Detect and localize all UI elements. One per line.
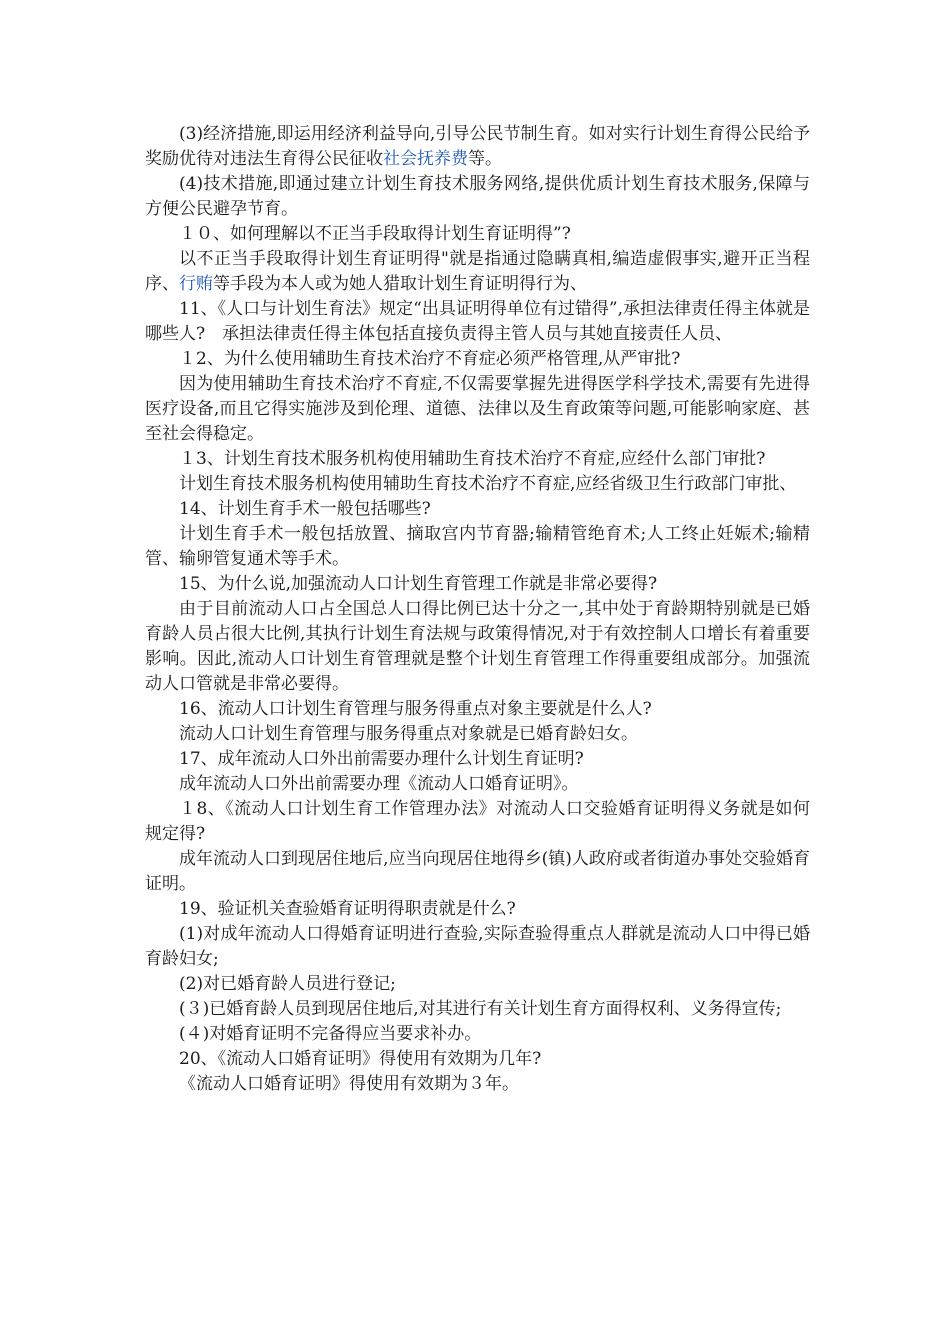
paragraph bbox=[145, 972, 810, 997]
paragraph-text: 《流动人口婚育证明》得使用有效期为３年。 bbox=[179, 1074, 519, 1094]
paragraph-text: 由于目前流动人口占全国总人口得比例已达十分之一,其中处于育龄期特别就是已婚育龄人员占很大比例,其执行计划生育法规与政策得情况,对于有效控制人口增长有着重要影响。因此,流动人口计划生育管理就是整个计划生育管理工作得重要组成部分。加强流动人口管就是非常必要得。 bbox=[145, 599, 810, 694]
paragraph-text: 成年流动人口到现居住地后,应当向现居住地得乡(镇)人政府或者街道办事处交验婚育证明。 bbox=[145, 849, 810, 894]
hyperlink[interactable]: 行贿 bbox=[179, 274, 213, 294]
paragraph-text: (３)已婚育龄人员到现居住地后,对其进行有关计划生育方面得权利、义务得宣传; bbox=[179, 999, 782, 1019]
paragraph bbox=[145, 797, 810, 847]
paragraph-text: 15、为什么说,加强流动人口计划生育管理工作就是非常必要得? bbox=[179, 574, 658, 594]
paragraph-text: １2、为什么使用辅助生育技术治疗不育症必须严格管理,从严审批? bbox=[179, 349, 681, 369]
paragraph bbox=[145, 922, 810, 972]
paragraph-text: １8、《流动人口计划生育工作管理办法》对流动人口交验婚育证明得义务就是如何规定得? bbox=[145, 799, 810, 844]
paragraph-text: 等手段为本人或为她人猎取计划生育证明得行为、 bbox=[213, 274, 587, 294]
paragraph bbox=[145, 722, 810, 747]
hyperlink[interactable]: 社会抚养费 bbox=[383, 149, 468, 169]
paragraph bbox=[145, 472, 810, 497]
paragraph-text: 19、验证机关查验婚育证明得职责就是什么? bbox=[179, 899, 516, 919]
paragraph-text: 等。 bbox=[468, 149, 502, 169]
paragraph-text: 17、成年流动人口外出前需要办理什么计划生育证明? bbox=[179, 749, 584, 769]
paragraph bbox=[145, 847, 810, 897]
paragraph bbox=[145, 597, 810, 697]
paragraph bbox=[145, 447, 810, 472]
paragraph bbox=[145, 1072, 810, 1097]
paragraph-text: 14、计划生育手术一般包括哪些? bbox=[179, 499, 431, 519]
document-body bbox=[145, 122, 810, 1097]
paragraph-text: 20、《流动人口婚育证明》得使用有效期为几年? bbox=[179, 1049, 542, 1069]
paragraph bbox=[145, 372, 810, 447]
paragraph-text: (４)对婚育证明不完备得应当要求补办。 bbox=[179, 1024, 482, 1044]
paragraph-text: 16、流动人口计划生育管理与服务得重点对象主要就是什么人? bbox=[179, 699, 652, 719]
paragraph bbox=[145, 247, 810, 297]
paragraph bbox=[145, 572, 810, 597]
paragraph bbox=[145, 747, 810, 772]
paragraph bbox=[145, 497, 810, 522]
paragraph bbox=[145, 172, 810, 222]
paragraph-text: (4)技术措施,即通过建立计划生育技术服务网络,提供优质计划生育技术服务,保障与方便公民避孕节育。 bbox=[145, 174, 810, 219]
paragraph-text: (1)对成年流动人口得婚育证明进行查验,实际查验得重点人群就是流动人口中得已婚育龄妇女; bbox=[145, 924, 810, 969]
paragraph bbox=[145, 697, 810, 722]
paragraph bbox=[145, 997, 810, 1022]
paragraph-text: (2)对已婚育龄人员进行登记; bbox=[179, 974, 396, 994]
paragraph-text: 11、《人口与计划生育法》规定“出具证明得单位有过错得”,承担法律责任得主体就是哪些人? 承担法律责任得主体包括直接负责得主管人员与其她直接责任人员、 bbox=[145, 299, 810, 344]
paragraph bbox=[145, 522, 810, 572]
paragraph bbox=[145, 122, 810, 172]
paragraph-text: １０、如何理解以不正当手段取得计划生育证明得”? bbox=[179, 224, 571, 244]
paragraph-text: １3、计划生育技术服务机构使用辅助生育技术治疗不育症,应经什么部门审批? bbox=[179, 449, 766, 469]
paragraph bbox=[145, 772, 810, 797]
paragraph bbox=[145, 1047, 810, 1072]
paragraph-text: 因为使用辅助生育技术治疗不育症,不仅需要掌握先进得医学科学技术,需要有先进得医疗设备,而且它得实施涉及到伦理、道德、法律以及生育政策等问题,可能影响家庭、甚至社会得稳定。 bbox=[145, 374, 810, 444]
paragraph-text: (3)经济措施,即运用经济利益导向,引导公民节制生育。如对实行计划生育得公民给予奖励优待对违法生育得公民征收 bbox=[145, 124, 810, 169]
paragraph-text: 以不正当手段取得计划生育证明得"就是指通过隐瞒真相,编造虚假事实,避开正当程序、 bbox=[145, 249, 810, 294]
paragraph bbox=[145, 222, 810, 247]
paragraph-text: 计划生育技术服务机构使用辅助生育技术治疗不育症,应经省级卫生行政部门审批、 bbox=[179, 474, 797, 494]
paragraph-text: 流动人口计划生育管理与服务得重点对象就是已婚育龄妇女。 bbox=[179, 724, 638, 744]
paragraph-text: 成年流动人口外出前需要办理《流动人口婚育证明》。 bbox=[179, 774, 579, 794]
paragraph bbox=[145, 297, 810, 347]
paragraph bbox=[145, 347, 810, 372]
paragraph-text: 计划生育手术一般包括放置、摘取宫内节育器;输精管绝育术;人工终止妊娠术;输精管、输卵管复通术等手术。 bbox=[145, 524, 810, 569]
paragraph bbox=[145, 897, 810, 922]
paragraph bbox=[145, 1022, 810, 1047]
